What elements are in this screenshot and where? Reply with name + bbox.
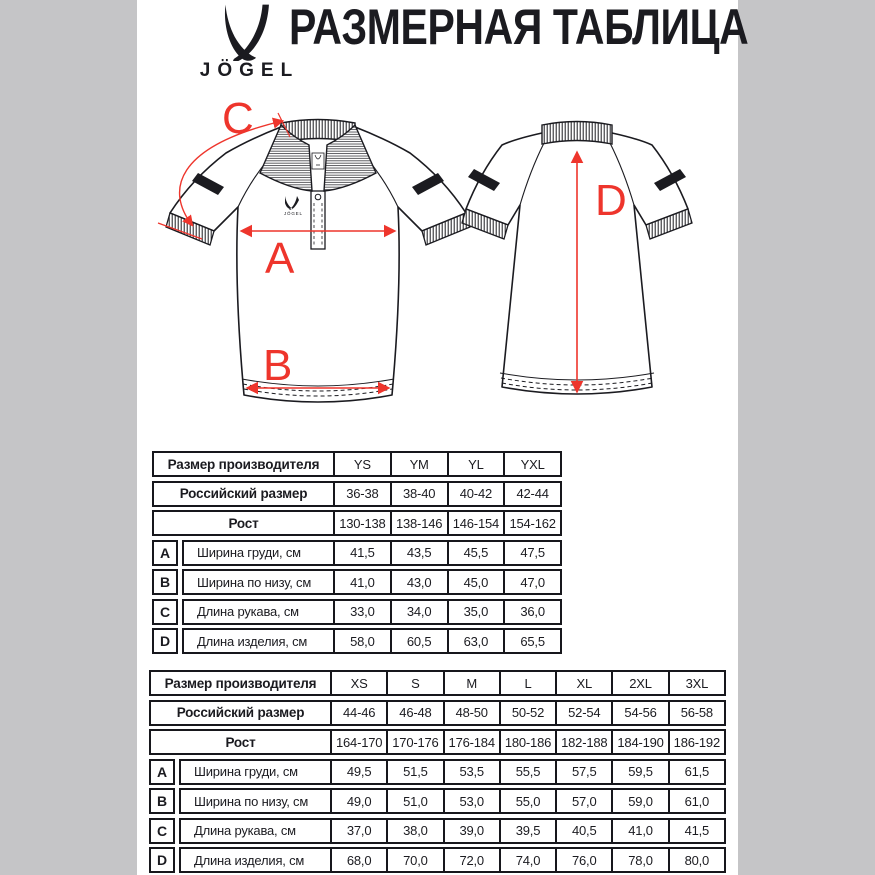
- row-label: Длина изделия, см: [194, 852, 305, 868]
- value-cell: 45,0: [447, 571, 504, 593]
- row-label: Рост: [228, 515, 259, 531]
- value-cell: 55,0: [499, 790, 555, 812]
- value-cell: 72,0: [443, 849, 499, 871]
- table-measure-row: [152, 569, 562, 595]
- table-measure-row: [149, 759, 726, 785]
- row-label: Размер производителя: [164, 675, 317, 691]
- row-label: Длина рукава, см: [197, 604, 299, 619]
- value-cell: 43,5: [390, 542, 447, 564]
- value-cell: 44-46: [330, 702, 386, 724]
- value-cell: 186-192: [668, 731, 724, 753]
- size-code-cell: YL: [447, 453, 504, 475]
- value-cell: 80,0: [668, 849, 724, 871]
- value-cell: 176-184: [443, 731, 499, 753]
- measure-letter-cell: C: [149, 818, 175, 844]
- value-cell: 63,0: [447, 630, 504, 652]
- polo-front-view: [158, 95, 470, 402]
- measure-row-body: [179, 759, 726, 785]
- value-cell: 41,5: [668, 820, 724, 842]
- size-code-cell: 2XL: [611, 672, 667, 694]
- row-label: Российский размер: [176, 705, 305, 720]
- measure-letter-cell: A: [149, 759, 175, 785]
- value-cell: 58,0: [333, 630, 390, 652]
- size-code-cell: 3XL: [668, 672, 724, 694]
- row-label: Ширина груди, см: [194, 764, 298, 779]
- value-cell: 78,0: [611, 849, 667, 871]
- table-measure-row: [149, 847, 726, 873]
- size-code-cell: YS: [333, 453, 390, 475]
- table-info-row: [149, 729, 726, 755]
- table-header-row: [152, 451, 562, 477]
- value-cell: 55,5: [499, 761, 555, 783]
- row-label: Российский размер: [179, 486, 308, 501]
- measure-row-body: [179, 847, 726, 873]
- value-cell: 35,0: [447, 601, 504, 623]
- table-measure-row: [149, 818, 726, 844]
- table-header-row: [149, 670, 726, 696]
- value-cell: 164-170: [330, 731, 386, 753]
- value-cell: 45,5: [447, 542, 504, 564]
- value-cell: 154-162: [503, 512, 560, 534]
- value-cell: 68,0: [330, 849, 386, 871]
- value-cell: 57,5: [555, 761, 611, 783]
- front-chest-logo-text: JÖGEL: [284, 211, 303, 216]
- measure-row-body: [182, 569, 562, 595]
- value-cell: 46-48: [386, 702, 442, 724]
- size-code-cell: S: [386, 672, 442, 694]
- value-cell: 54-56: [611, 702, 667, 724]
- measure-row-body: [182, 599, 562, 625]
- measure-letter-cell: B: [152, 569, 178, 595]
- value-cell: 53,0: [443, 790, 499, 812]
- measure-row-body: [182, 628, 562, 654]
- value-cell: 43,0: [390, 571, 447, 593]
- measure-letter-cell: C: [152, 599, 178, 625]
- measure-row-body: [179, 818, 726, 844]
- value-cell: 138-146: [390, 512, 447, 534]
- value-cell: 51,0: [386, 790, 442, 812]
- value-cell: 70,0: [386, 849, 442, 871]
- measure-letter-cell: A: [152, 540, 178, 566]
- value-cell: 42-44: [503, 483, 560, 505]
- measure-letter-a: A: [265, 234, 295, 283]
- measure-letter-cell: B: [149, 788, 175, 814]
- value-cell: 52-54: [555, 702, 611, 724]
- size-code-cell: YXL: [503, 453, 560, 475]
- back-collar-band: [542, 122, 612, 145]
- value-cell: 184-190: [611, 731, 667, 753]
- value-cell: 60,5: [390, 630, 447, 652]
- polo-shirt-diagram: [150, 95, 740, 425]
- value-cell: 40,5: [555, 820, 611, 842]
- value-cell: 37,0: [330, 820, 386, 842]
- size-table-adult: [149, 670, 726, 875]
- value-cell: 41,5: [333, 542, 390, 564]
- table-info-row: [149, 700, 726, 726]
- page-title: РАЗМЕРНАЯ ТАБЛИЦА: [289, 0, 749, 55]
- jogel-logo-icon: [207, 3, 289, 61]
- row-label: Длина рукава, см: [194, 823, 296, 838]
- row-label: Ширина груди, см: [197, 545, 301, 560]
- value-cell: 61,5: [668, 761, 724, 783]
- polo-back-view: [462, 122, 692, 395]
- value-cell: 50-52: [499, 702, 555, 724]
- value-cell: 38,0: [386, 820, 442, 842]
- measure-letter-d: D: [595, 176, 627, 225]
- value-cell: 47,0: [503, 571, 560, 593]
- value-cell: 39,5: [499, 820, 555, 842]
- table-measure-row: [152, 628, 562, 654]
- value-cell: 59,5: [611, 761, 667, 783]
- size-code-cell: YM: [390, 453, 447, 475]
- size-code-cell: XL: [555, 672, 611, 694]
- value-cell: 74,0: [499, 849, 555, 871]
- value-cell: 48-50: [443, 702, 499, 724]
- row-label: Рост: [225, 734, 256, 750]
- value-cell: 39,0: [443, 820, 499, 842]
- measure-row-body: [182, 540, 562, 566]
- value-cell: 41,0: [611, 820, 667, 842]
- value-cell: 61,0: [668, 790, 724, 812]
- value-cell: 65,5: [503, 630, 560, 652]
- value-cell: 76,0: [555, 849, 611, 871]
- table-measure-row: [152, 540, 562, 566]
- value-cell: 59,0: [611, 790, 667, 812]
- table-info-row: [152, 481, 562, 507]
- jogel-wordmark: JÖGEL: [199, 60, 300, 81]
- value-cell: 170-176: [386, 731, 442, 753]
- value-cell: 146-154: [447, 512, 504, 534]
- value-cell: 40-42: [447, 483, 504, 505]
- row-label: Размер производителя: [167, 456, 320, 472]
- measure-letter-cell: D: [149, 847, 175, 873]
- value-cell: 49,5: [330, 761, 386, 783]
- value-cell: 34,0: [390, 601, 447, 623]
- measure-letter-b: B: [263, 341, 293, 390]
- value-cell: 33,0: [333, 601, 390, 623]
- value-cell: 51,5: [386, 761, 442, 783]
- size-code-cell: L: [499, 672, 555, 694]
- value-cell: 180-186: [499, 731, 555, 753]
- size-code-cell: XS: [330, 672, 386, 694]
- value-cell: 49,0: [330, 790, 386, 812]
- front-neck-tag: [312, 153, 324, 169]
- value-cell: 36-38: [333, 483, 390, 505]
- measure-letter-cell: D: [152, 628, 178, 654]
- value-cell: 47,5: [503, 542, 560, 564]
- value-cell: 41,0: [333, 571, 390, 593]
- row-label: Ширина по низу, см: [194, 793, 309, 809]
- value-cell: 53,5: [443, 761, 499, 783]
- row-label: Ширина по низу, см: [197, 574, 312, 590]
- measure-letter-c: C: [222, 95, 254, 143]
- size-table-youth: [152, 451, 562, 658]
- value-cell: 182-188: [555, 731, 611, 753]
- value-cell: 130-138: [333, 512, 390, 534]
- value-cell: 57,0: [555, 790, 611, 812]
- measure-row-body: [179, 788, 726, 814]
- size-code-cell: M: [443, 672, 499, 694]
- table-measure-row: [152, 599, 562, 625]
- value-cell: 56-58: [668, 702, 724, 724]
- value-cell: 38-40: [390, 483, 447, 505]
- table-info-row: [152, 510, 562, 536]
- row-label: Длина изделия, см: [197, 633, 308, 649]
- value-cell: 36,0: [503, 601, 560, 623]
- table-measure-row: [149, 788, 726, 814]
- front-button: [315, 194, 321, 200]
